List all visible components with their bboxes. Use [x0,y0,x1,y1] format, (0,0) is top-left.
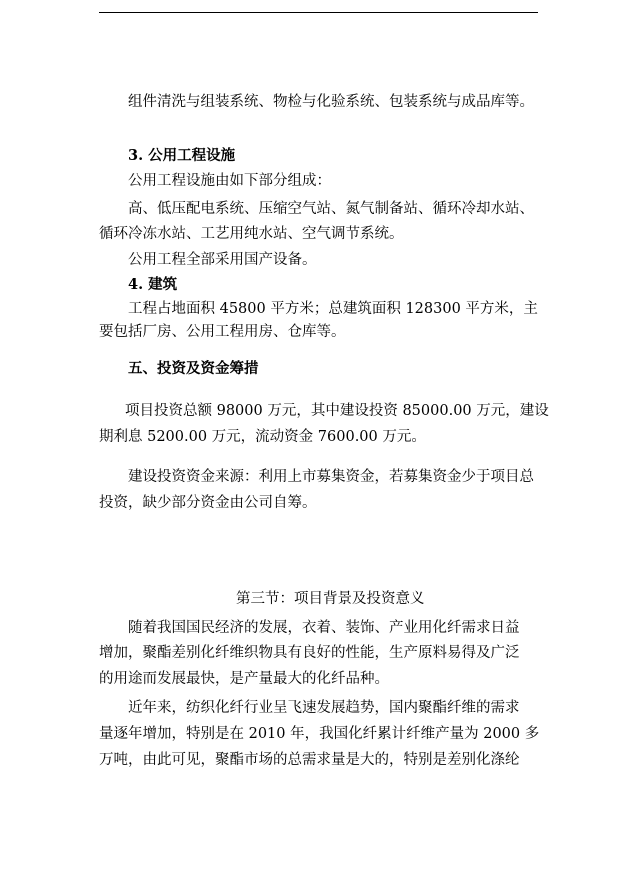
section-4-heading: 4. 建筑 [128,276,178,293]
section-4-line-1: 工程占地面积 45800 平方米；总建筑面积 128300 平方米，主 [128,301,538,317]
investment-line-2: 期利息 5200.00 万元，流动资金 7600.00 万元。 [99,429,426,445]
para2-line-3: 万吨，由此可见，聚酯市场的总需求量是大的，特别是差别化涤纶 [99,752,520,768]
para1-line-3: 的用途而发展最快，是产量最大的化纤品种。 [99,671,389,687]
section-4-line-2: 要包括厂房、公用工程用房、仓库等。 [99,324,346,340]
para1-line-2: 增加，聚酯差别化纤维织物具有良好的性能，生产原料易得及广泛 [99,645,520,661]
section-3-systems-line-1: 高、低压配电系统、压缩空气站、氮气制备站、循环冷却水站、 [128,201,534,217]
section-3-equipment-note: 公用工程全部采用国产设备。 [128,252,317,268]
section-3-systems-line-2: 循环冷冻水站、工艺用纯水站、空气调节系统。 [99,226,404,242]
para1-line-1: 随着我国国民经济的发展，衣着、装饰、产业用化纤需求日益 [128,620,520,636]
funding-line-2: 投资，缺少部分资金由公司自筹。 [99,495,317,511]
chapter-title: 第三节：项目背景及投资意义 [236,591,425,607]
continued-line: 组件清洗与组装系统、物检与化验系统、包装系统与成品库等。 [128,94,534,110]
para2-line-2: 量逐年增加，特别是在 2010 年，我国化纤累计纤维产量为 2000 多 [99,726,540,742]
section-3-heading: 3. 公用工程设施 [128,147,236,164]
section-5-heading: 五、投资及资金筹措 [128,360,259,377]
header-rule [99,12,538,13]
section-3-intro: 公用工程设施由如下部分组成： [128,173,331,189]
investment-line-1: 项目投资总额 98000 万元，其中建设投资 85000.00 万元，建设 [125,403,549,419]
para2-line-1: 近年来，纺织化纤行业呈飞速发展趋势，国内聚酯纤维的需求 [128,700,520,716]
funding-line-1: 建设投资资金来源：利用上市募集资金，若募集资金少于项目总 [128,469,534,485]
